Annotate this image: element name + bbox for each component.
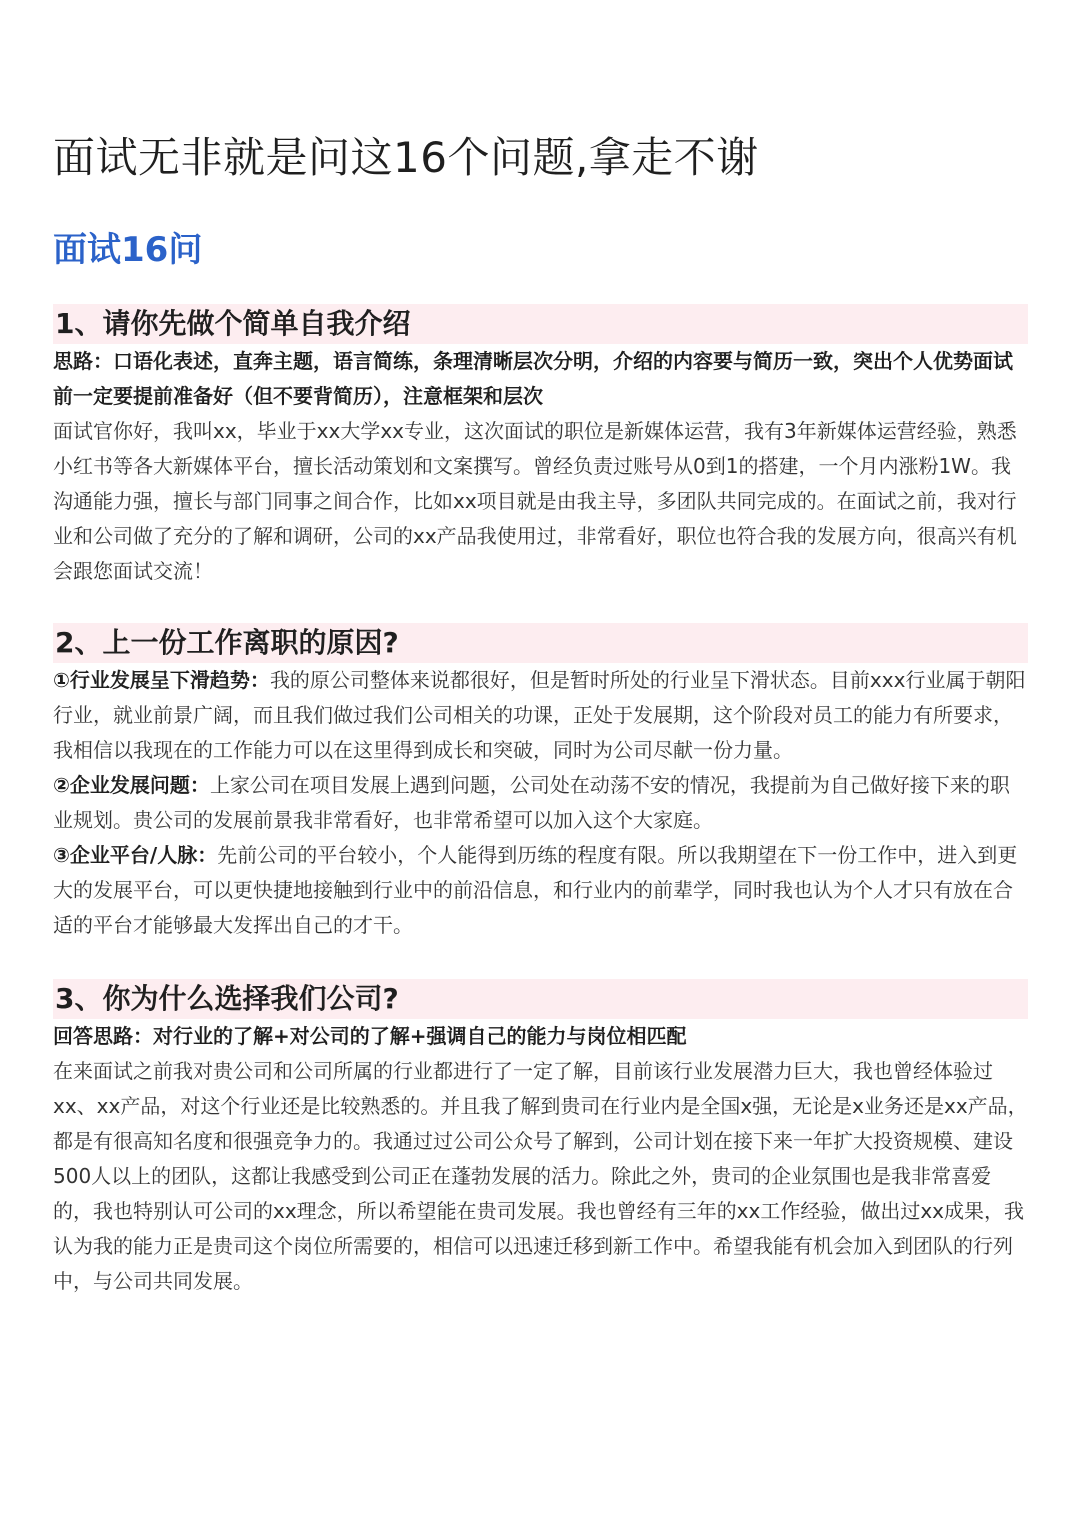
reason-point-3 — [53, 838, 1028, 943]
reason-label-1: ①行业发展呈下滑趋势： — [53, 668, 270, 692]
document-title: 面试无非就是问这16个问题,拿走不谢 — [53, 133, 759, 182]
question-block-2 — [53, 623, 1028, 943]
question-block-3 — [53, 979, 1028, 1299]
reason-point-2 — [53, 768, 1028, 838]
question-heading-1: 1、请你先做个简单自我介绍 — [53, 304, 1028, 344]
answer-hint-3: 回答思路：对行业的了解+对公司的了解+强调自己的能力与岗位相匹配 — [53, 1024, 687, 1048]
question-heading-3: 3、你为什么选择我们公司? — [53, 979, 1028, 1019]
question-block-1 — [53, 304, 1028, 589]
reason-point-1 — [53, 663, 1028, 768]
answer-hint-1: 思路：口语化表述，直奔主题，语言简练，条理清晰层次分明，介绍的内容要与简历一致，突出个人优势面试前一定要提前准备好（但不要背简历），注意框架和层次 — [53, 349, 1013, 408]
reason-text-2: 上家公司在项目发展上遇到问题，公司处在动荡不安的情况，我提前为自己做好接下来的职业规划。贵公司的发展前景我非常看好，也非常希望可以加入这个大家庭。 — [53, 773, 1010, 832]
question-heading-2: 2、上一份工作离职的原因? — [53, 623, 1028, 663]
reason-text-3: 先前公司的平台较小，个人能得到历练的程度有限。所以我期望在下一份工作中，进入到更大的发展平台，可以更快捷地接触到行业中的前沿信息，和行业内的前辈学，同时我也认为个人才只有放在合适的平台才能够最大发挥出自己的才干。 — [53, 843, 1018, 937]
answer-text-1: 面试官你好，我叫xx，毕业于xx大学xx专业，这次面试的职位是新媒体运营，我有3年新媒体运营经验，熟悉小红书等各大新媒体平台，擅长活动策划和文案撰写。曾经负责过账号从0到1的搭建，一个月内涨粉1W。我沟通能力强，擅长与部门同事之间合作，比如xx项目就是由我主导，多团队共同完成的。在面试之前，我对行业和公司做了充分的了解和调研，公司的xx产品我使用过，非常看好，职位也符合我的发展方向，很高兴有机会跟您面试交流！ — [53, 419, 1017, 583]
section-heading: 面试16问 — [53, 230, 203, 270]
reason-label-2: ②企业发展问题： — [53, 773, 210, 797]
reason-label-3: ③企业平台/人脉： — [53, 843, 218, 867]
answer-text-3: 在来面试之前我对贵公司和公司所属的行业都进行了一定了解，目前该行业发展潜力巨大，我也曾经体验过xx、xx产品，对这个行业还是比较熟悉的。并且我了解到贵司在行业内是全国x强，无论是x业务还是xx产品，都是有很高知名度和很强竞争力的。我通过过公司公众号了解到，公司计划在接下来一年扩大投资规模、建设500人以上的团队，这都让我感受到公司正在蓬勃发展的活力。除此之外，贵司的企业氛围也是我非常喜爱的，我也特别认可公司的xx理念，所以希望能在贵司发展。我也曾经有三年的xx工作经验，做出过xx成果，我认为我的能力正是贵司这个岗位所需要的，相信可以迅速迁移到新工作中。希望我能有机会加入到团队的行列中，与公司共同发展。 — [53, 1059, 1028, 1293]
reason-text-1: 我的原公司整体来说都很好，但是暂时所处的行业呈下滑状态。目前xxx行业属于朝阳行业，就业前景广阔，而且我们做过我们公司相关的功课，正处于发展期，这个阶段对员工的能力有所要求，我相信以我现在的工作能力可以在这里得到成长和突破，同时为公司尽献一份力量。 — [53, 668, 1026, 762]
